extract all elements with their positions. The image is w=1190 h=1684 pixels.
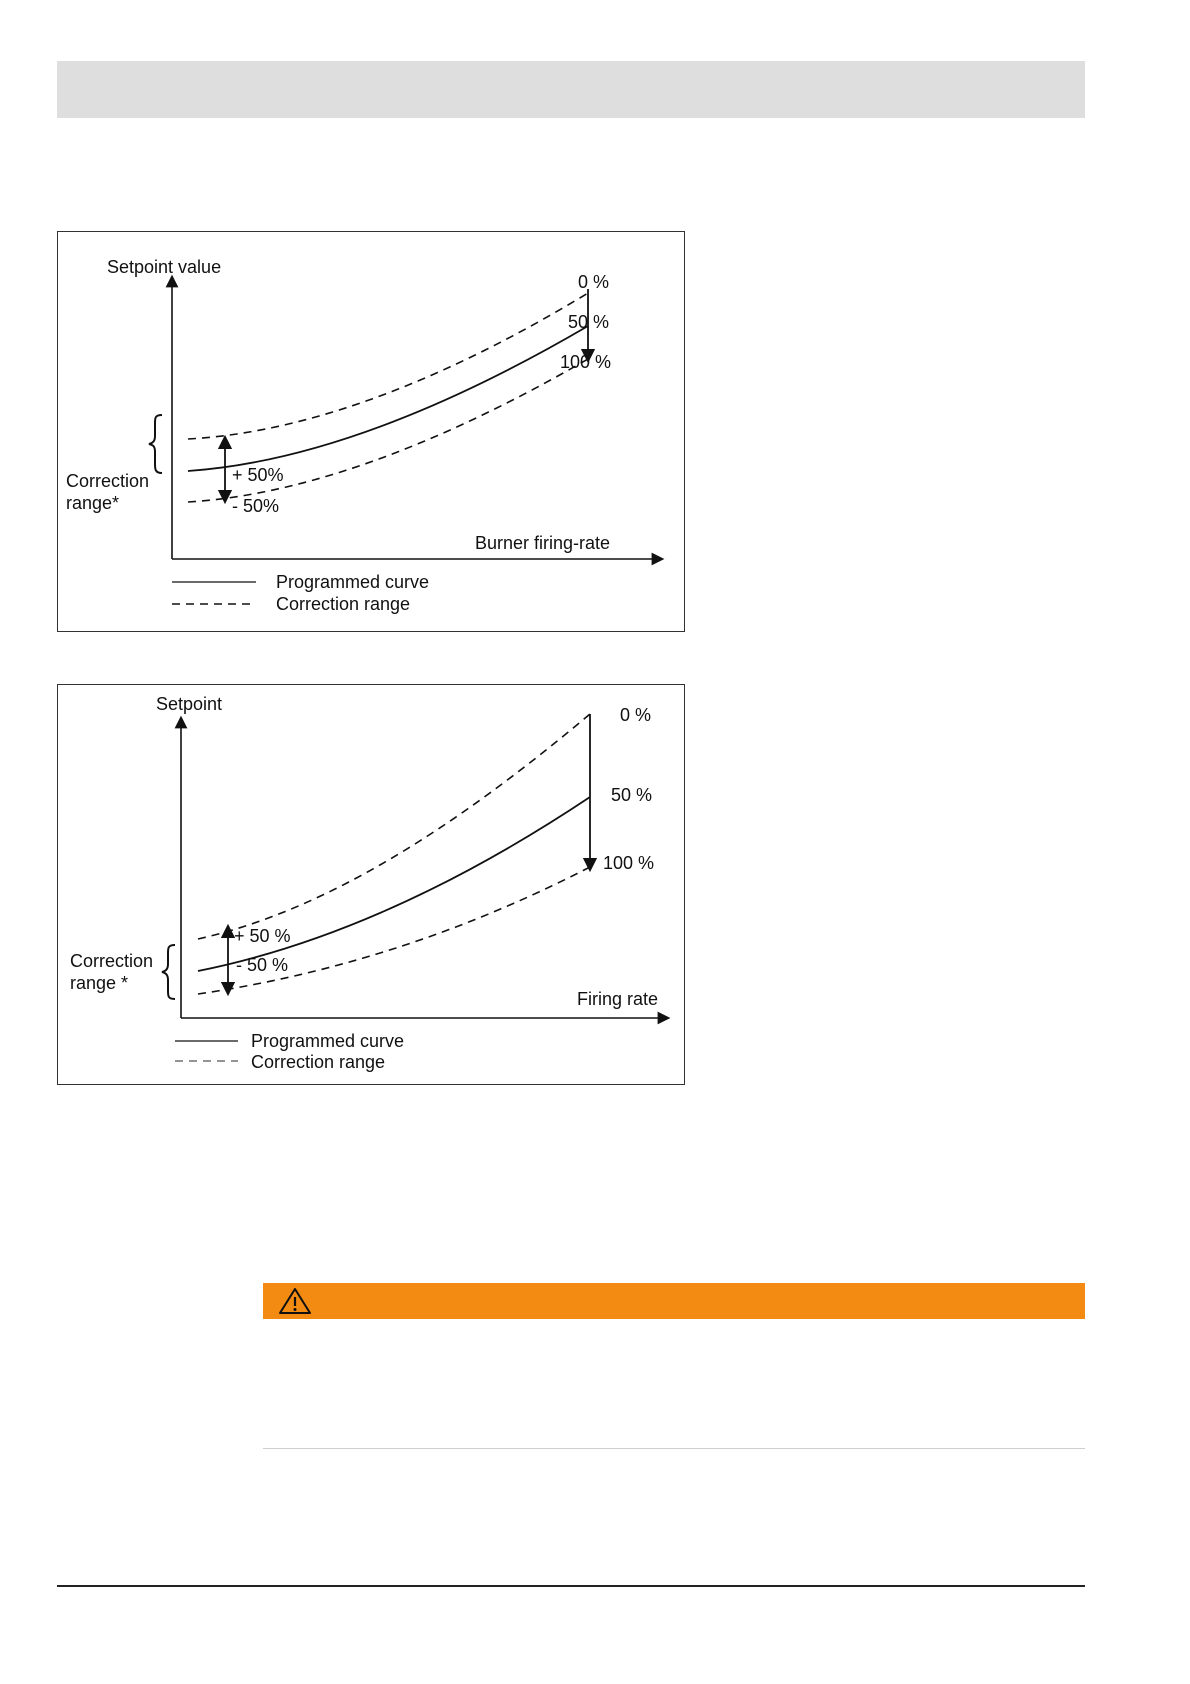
x-axis-label: Firing rate: [576, 989, 658, 1009]
correction-upper-curve: [188, 293, 588, 439]
end-label-top: 0 %: [619, 705, 651, 725]
chart-1: [58, 232, 684, 631]
end-label-bottom: 100 %: [602, 853, 654, 873]
end-label-mid: 50 %: [610, 785, 652, 805]
end-label-mid: 50 %: [567, 312, 609, 332]
correction-brace: [149, 415, 162, 473]
side-label-line-1: Correction: [66, 471, 150, 491]
end-label-bottom: 100 %: [559, 352, 611, 372]
figure-1: [57, 231, 685, 632]
y-axis-label: Setpoint: [156, 694, 223, 714]
legend-dashed-label: Correction range: [251, 1052, 386, 1072]
y-axis-label: Setpoint value: [107, 257, 222, 277]
plus-label: + 50%: [232, 465, 284, 485]
chart-2: [58, 685, 684, 1084]
footer-rule: [57, 1585, 1085, 1587]
programmed-curve: [188, 326, 588, 471]
x-axis-label: Burner firing-rate: [474, 533, 610, 553]
page-header-band: [57, 61, 1085, 118]
end-label-top: 0 %: [577, 272, 609, 292]
minus-label: - 50 %: [236, 955, 289, 975]
legend-solid-label: Programmed curve: [276, 572, 430, 592]
side-label-line-2: range *: [70, 973, 129, 993]
legend-solid-label: Programmed curve: [251, 1031, 405, 1051]
side-label-line-2: range*: [66, 493, 120, 513]
side-label-line-1: Correction: [70, 951, 154, 971]
warning-triangle-icon: [277, 1286, 313, 1316]
warning-bar: [263, 1283, 1085, 1319]
minus-label: - 50%: [232, 496, 280, 516]
legend-dashed-label: Correction range: [276, 594, 411, 614]
figure-2: [57, 684, 685, 1085]
correction-upper-curve: [198, 714, 590, 939]
warning-divider: [263, 1448, 1085, 1449]
plus-label: + 50 %: [234, 926, 291, 946]
correction-brace: [162, 945, 175, 999]
